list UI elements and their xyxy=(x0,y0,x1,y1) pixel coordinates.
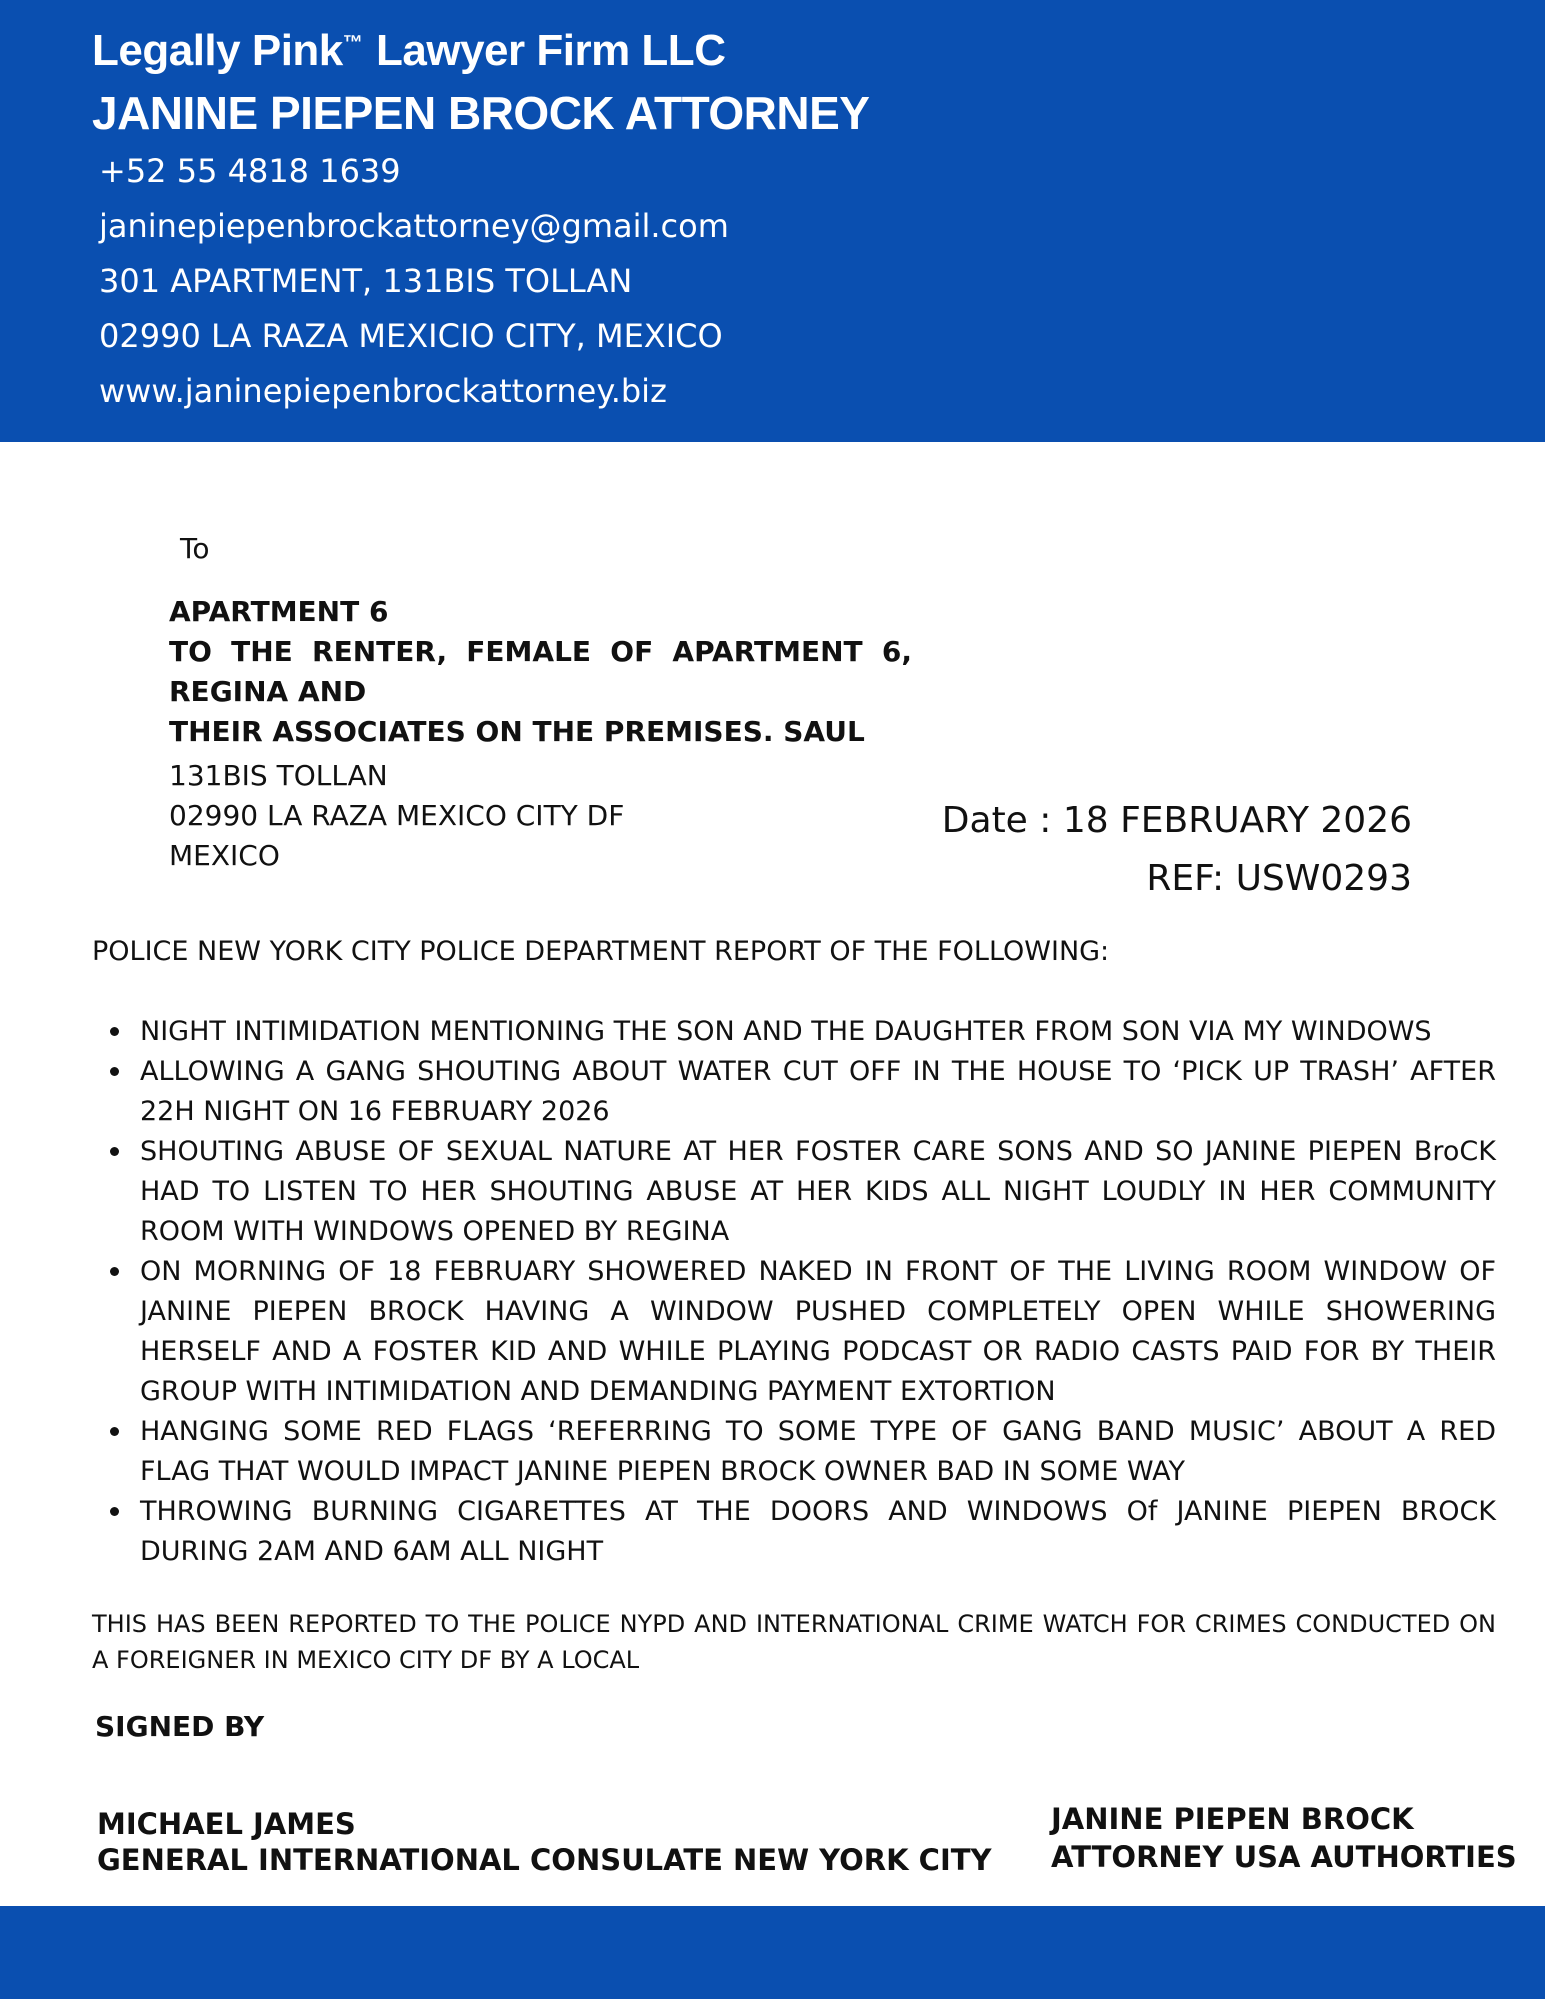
firm-name-suffix: Lawyer Firm LLC xyxy=(376,26,726,75)
to-label: To xyxy=(180,532,210,565)
reference-number: REF: USW0293 xyxy=(1146,858,1412,899)
recipient-line-4: THEIR ASSOCIATES ON THE PREMISES. SAUL xyxy=(169,715,865,748)
recipient-address-line-3: MEXICO xyxy=(169,839,280,872)
recipient-line-1: APARTMENT 6 xyxy=(169,595,389,628)
report-item: ON MORNING OF 18 FEBRUARY SHOWERED NAKED IN FRONT OF THE LIVING ROOM WINDOW OF JANINE PIEPEN BROCK HAVING A WINDOW PUSHED COMPLETELY OPEN WHILE SHOWERING HERSELF AND A FOSTER KID AND WHILE PLAYING PODCAST OR RADIO CASTS PAID FOR BY THEIR GROUP WITH INTIMIDATION AND DEMANDING PAYMENT EXTORTION xyxy=(92,1252,1496,1412)
firm-name xyxy=(92,26,725,76)
recipient-block xyxy=(169,592,912,752)
signature-right xyxy=(1051,1800,1517,1876)
signatory-right-title: ATTORNEY USA AUTHORTIES xyxy=(1051,1840,1517,1874)
report-item: HANGING SOME RED FLAGS ‘REFERRING TO SOME TYPE OF GANG BAND MUSIC’ ABOUT A RED FLAG THAT WOULD IMPACT JANINE PIEPEN BROCK OWNER BAD IN SOME WAY xyxy=(92,1412,1496,1492)
signatory-left-name: MICHAEL JAMES xyxy=(97,1807,356,1841)
recipient-address xyxy=(169,756,624,876)
recipient-address-line-2: 02990 LA RAZA MEXICO CITY DF xyxy=(169,799,625,832)
recipient-line-3: REGINA AND xyxy=(169,675,367,708)
letterhead-header xyxy=(0,0,1545,442)
report-heading: POLICE NEW YORK CITY POLICE DEPARTMENT REPORT OF THE FOLLOWING: xyxy=(92,936,1110,967)
attorney-name: JANINE PIEPEN BROCK ATTORNEY xyxy=(92,87,870,139)
phone-number: +52 55 4818 1639 xyxy=(99,152,401,190)
letter-date: Date : 18 FEBRUARY 2026 xyxy=(941,800,1412,841)
report-item: ALLOWING A GANG SHOUTING ABOUT WATER CUT OFF IN THE HOUSE TO ‘PICK UP TRASH’ AFTER 22H NIGHT ON 16 FEBRUARY 2026 xyxy=(92,1052,1496,1132)
address-line-1: 301 APARTMENT, 131BIS TOLLAN xyxy=(99,262,633,300)
address-line-2: 02990 LA RAZA MEXICIO CITY, MEXICO xyxy=(99,317,723,355)
email-address: janinepiepenbrockattorney@gmail.com xyxy=(99,207,729,245)
recipient-address-line-1: 131BIS TOLLAN xyxy=(169,759,388,792)
signature-left xyxy=(97,1806,992,1878)
report-note: THIS HAS BEEN REPORTED TO THE POLICE NYPD AND INTERNATIONAL CRIME WATCH FOR CRIMES CONDUCTED ON A FOREIGNER IN MEXICO CITY DF BY A LOCAL xyxy=(92,1610,1496,1674)
recipient-line-2: TO THE RENTER, FEMALE OF APARTMENT 6, xyxy=(169,635,912,668)
firm-name-main: Legally Pink xyxy=(92,26,343,75)
date-ref-block xyxy=(942,792,1412,908)
report-item: NIGHT INTIMIDATION MENTIONING THE SON AND THE DAUGHTER FROM SON VIA MY WINDOWS xyxy=(92,1012,1496,1052)
report-list xyxy=(92,1012,1496,1572)
signed-by-label: SIGNED BY xyxy=(95,1710,265,1743)
report-item: SHOUTING ABUSE OF SEXUAL NATURE AT HER FOSTER CARE SONS AND SO JANINE PIEPEN BroCK HAD TO LISTEN TO HER SHOUTING ABUSE AT HER KIDS ALL NIGHT LOUDLY IN HER COMMUNITY ROOM WITH WINDOWS OPENED BY REGINA xyxy=(92,1132,1496,1252)
footer-bar xyxy=(0,1906,1545,1999)
report-item: THROWING BURNING CIGARETTES AT THE DOORS AND WINDOWS Of JANINE PIEPEN BROCK DURING 2AM AND 6AM ALL NIGHT xyxy=(92,1492,1496,1572)
trademark-symbol: ™ xyxy=(342,32,363,55)
signatory-left-title: GENERAL INTERNATIONAL CONSULATE NEW YORK CITY xyxy=(97,1843,992,1877)
website: www.janinepiepenbrockattorney.biz xyxy=(99,372,667,410)
signatory-right-name: JANINE PIEPEN BROCK xyxy=(1051,1802,1414,1836)
